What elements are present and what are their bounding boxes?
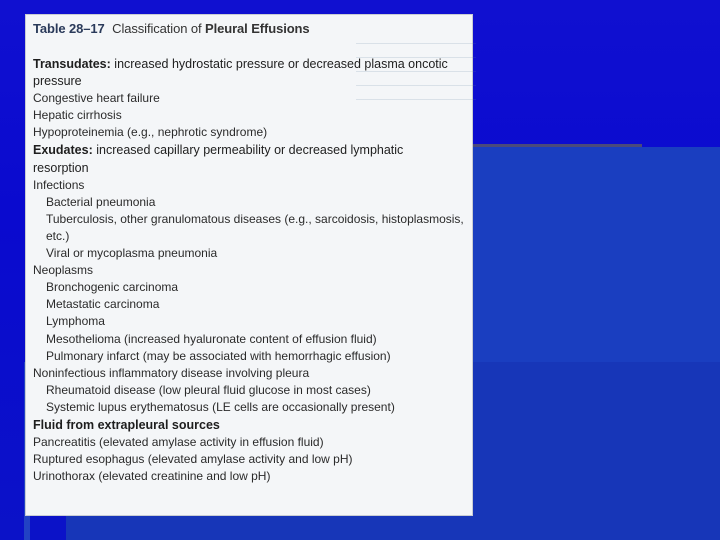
sub-list-item: Metastatic carcinoma — [46, 297, 160, 312]
category-heading-text: increased capillary permeability or decreased lymphatic resorption — [33, 143, 404, 175]
list-item: Noninfectious inflammatory disease involving pleura — [33, 365, 310, 380]
sub-list-item: Rheumatoid disease (low pleural fluid glucose in most cases) — [46, 382, 371, 397]
sub-list-item: Bronchogenic carcinoma — [46, 280, 179, 295]
sub-list-item: Pulmonary infarct (may be associated with hemorrhagic effusion) — [46, 348, 391, 363]
sub-list-item: Tuberculosis, other granulomatous diseases (e.g., sarcoidosis, histoplasmosis, — [46, 211, 464, 226]
sub-list-item: Systemic lupus erythematosus (LE cells are occasionally present) — [46, 399, 395, 414]
list-item-continuation: etc.) — [46, 228, 70, 243]
table-title — [33, 21, 472, 36]
list-item: Congestive heart failure — [33, 91, 160, 106]
list-item: Pancreatitis (elevated amylase activity in effusion fluid) — [33, 435, 324, 450]
sub-list-item: Viral or mycoplasma pneumonia — [46, 246, 218, 261]
table-number: Table 28–17 — [33, 21, 105, 36]
sub-list-item: Lymphoma — [46, 314, 105, 329]
table-body — [33, 56, 472, 485]
list-item: Neoplasms — [33, 263, 94, 278]
scanned-table-image — [26, 15, 472, 515]
category-heading — [33, 417, 461, 434]
category-heading-text: increased hydrostatic pressure or decreased plasma oncotic pressure — [33, 57, 448, 89]
list-item: Hepatic cirrhosis — [33, 108, 122, 123]
list-item: Urinothorax (elevated creatinine and low pH) — [33, 469, 271, 484]
sub-list-item: Mesothelioma (increased hyaluronate content of effusion fluid) — [46, 331, 377, 346]
list-item: Infections — [33, 177, 85, 192]
list-item: Ruptured esophagus (elevated amylase activity and low pH) — [33, 452, 353, 467]
category-heading-label: Fluid from extrapleural sources — [33, 417, 220, 432]
sub-list-item: Bacterial pneumonia — [46, 194, 156, 209]
table-name: Classification of Pleural Effusions — [112, 21, 310, 36]
decorative-panel-right — [470, 147, 720, 362]
category-heading-label: Exudates: — [33, 143, 93, 158]
category-heading — [33, 142, 461, 176]
category-heading-label: Transudates: — [33, 57, 111, 71]
list-item: Hypoproteinemia (e.g., nephrotic syndrome) — [33, 125, 268, 140]
category-heading — [33, 56, 461, 90]
